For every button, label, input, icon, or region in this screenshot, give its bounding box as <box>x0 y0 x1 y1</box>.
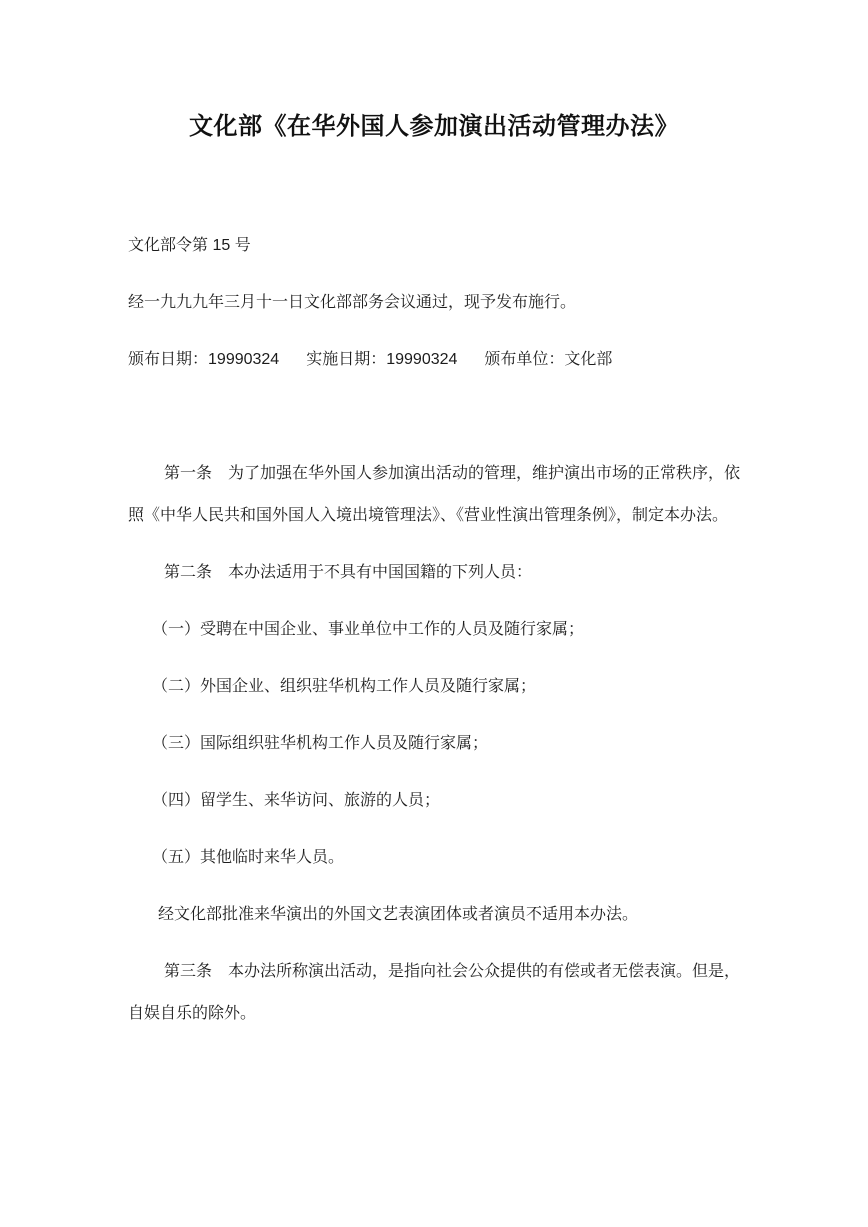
paragraph-item: （一）受聘在中国企业、事业单位中工作的人员及随行家属； <box>152 621 585 638</box>
paragraph-article: 第一条 为了加强在华外国人参加演出活动的管理，维护演出市场的正常秩序，依照《中华人民共和国外国人入境出境管理法》、《营业性演出管理条例》，制定本办法。 <box>128 465 741 524</box>
publish-info-line <box>128 339 740 381</box>
decree-number: 文化部令第 15 号 <box>128 237 251 254</box>
issuer-value: 文化部 <box>564 351 613 368</box>
document-title: 文化部《在华外国人参加演出活动管理办法》 <box>189 113 679 140</box>
effective-date-label: 实施日期： <box>306 351 387 368</box>
publish-date-value: 19990324 <box>208 351 280 368</box>
paragraph-plain: 经文化部批准来华演出的外国文艺表演团体或者演员不适用本办法。 <box>158 906 639 923</box>
document-body <box>128 453 740 1035</box>
effective-date-group <box>306 339 457 381</box>
effective-date-value: 19990324 <box>386 351 458 368</box>
paragraph-item: （三）国际组织驻华机构工作人员及随行家属； <box>152 735 489 752</box>
paragraph-article: 第二条 本办法适用于不具有中国国籍的下列人员： <box>164 564 533 581</box>
paragraph-item: （二）外国企业、组织驻华机构工作人员及随行家属； <box>152 678 537 695</box>
adoption-note: 经一九九九年三月十一日文化部部务会议通过，现予发布施行。 <box>128 294 577 311</box>
publish-date-label: 颁布日期： <box>128 351 209 368</box>
blank-line <box>128 396 740 453</box>
paragraph-item: （四）留学生、来华访问、旅游的人员； <box>152 792 441 809</box>
publish-date-group <box>128 339 279 381</box>
paragraph-item: （五）其他临时来华人员。 <box>152 849 345 866</box>
paragraph-article: 第三条 本办法所称演出活动，是指向社会公众提供的有偿或者无偿表演。但是，自娱自乐的除外。 <box>128 963 741 1022</box>
issuer-group <box>484 339 612 381</box>
issuer-label: 颁布单位： <box>484 351 565 368</box>
